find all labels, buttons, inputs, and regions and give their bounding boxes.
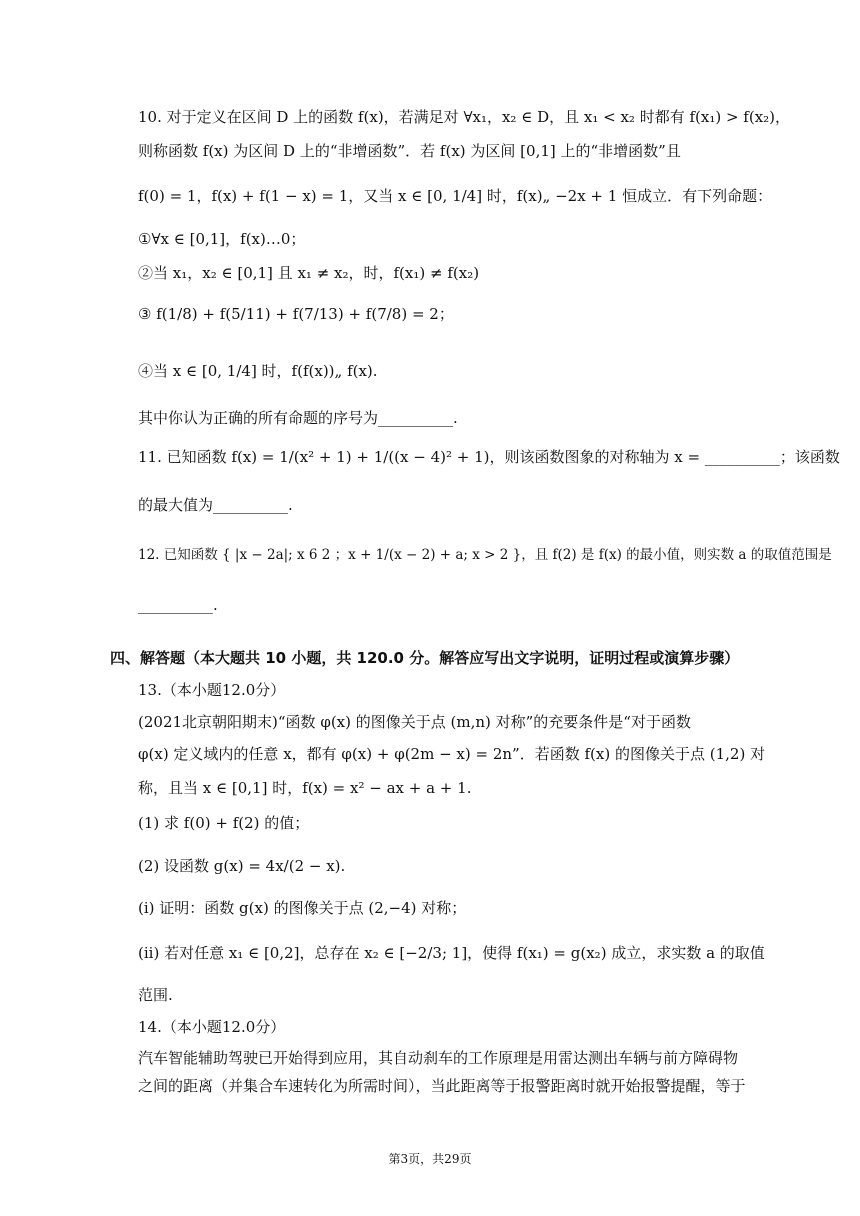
q10-prop-2: ②当 x₁，x₂ ∈ [0,1] 且 x₁ ≠ x₂，时，f(x₁) ≠ f(x₂) (138, 264, 480, 282)
q13-part-2-ii: (ii) 若对任意 x₁ ∈ [0,2]，总存在 x₂ ∈ [−2/3; 1]，使得 f(x₁) = g(x₂) 成立，求实数 a 的取值 (138, 944, 765, 962)
q10-prop-3: ③ f(1/8) + f(5/11) + f(7/13) + f(7/8) = 2； (138, 305, 454, 323)
q13-part-2: (2) 设函数 g(x) = 4x/(2 − x). (138, 857, 346, 875)
q13-line-2: φ(x) 定义域内的任意 x，都有 φ(x) + φ(2m − x) = 2n”．若函数 f(x) 的图像关于点 (1,2) 对 (138, 745, 766, 763)
page-footer: 第3页，共29页 (388, 1152, 472, 1166)
q13-part-2-i: (i) 证明：函数 g(x) 的图像关于点 (2,−4) 对称； (138, 899, 467, 917)
q13-part-2-ii-cont: 范围. (138, 986, 173, 1004)
q10-prop-4: ④当 x ∈ [0, 1/4] 时，f(f(x))„ f(x). (138, 362, 378, 380)
q12-line-2: __________. (138, 596, 218, 614)
q10-prop-1: ①∀x ∈ [0,1]，f(x)…0； (138, 230, 306, 248)
q13-part-1: (1) 求 f(0) + f(2) 的值； (138, 814, 310, 832)
q11-line-2: 的最大值为__________. (138, 496, 293, 514)
section-heading: 四、解答题（本大题共 10 小题，共 120.0 分。解答应写出文字说明，证明过程或演算步骤） (110, 649, 740, 667)
q10-line-3: f(0) = 1，f(x) + f(1 − x) = 1，又当 x ∈ [0, 1/4] 时，f(x)„ −2x + 1 恒成立．有下列命题： (138, 187, 773, 205)
q10-line-2: 则称函数 f(x) 为区间 D 上的“非增函数”．若 f(x) 为区间 [0,1] 上的“非增函数”且 (138, 142, 681, 160)
q13-line-1: (2021北京朝阳期末)“函数 φ(x) 的图像关于点 (m,n) 对称”的充要条件是“对于函数 (138, 713, 691, 731)
q12-line-1: 12. 已知函数 { |x − 2a|; x 6 2 ；x + 1/(x − 2) + a; x > 2 }，且 f(2) 是 f(x) 的最小值，则实数 a 的取值范围是 (138, 547, 832, 563)
q14-line-1: 汽车智能辅助驾驶已开始得到应用，其自动刹车的工作原理是用雷达测出车辆与前方障碍物 (138, 1049, 739, 1067)
q14-line-2: 之间的距离（并集合车速转化为所需时间），当此距离等于报警距离时就开始报警提醒，等于 (138, 1077, 746, 1095)
q11-line-1: 11. 已知函数 f(x) = 1/(x² + 1) + 1/((x − 4)² + 1)，则该函数图象的对称轴为 x = __________；该函数 (138, 448, 840, 466)
q10-line-1: 10. 对于定义在区间 D 上的函数 f(x)，若满足对 ∀x₁，x₂ ∈ D，且 x₁ < x₂ 时都有 f(x₁) > f(x₂)， (138, 108, 791, 126)
q14-header: 14.（本小题12.0分） (138, 1018, 286, 1036)
q13-line-3: 称，且当 x ∈ [0,1] 时，f(x) = x² − ax + a + 1. (138, 779, 472, 797)
q10-answer-line: 其中你认为正确的所有命题的序号为__________. (138, 409, 458, 427)
q13-header: 13.（本小题12.0分） (138, 681, 286, 699)
